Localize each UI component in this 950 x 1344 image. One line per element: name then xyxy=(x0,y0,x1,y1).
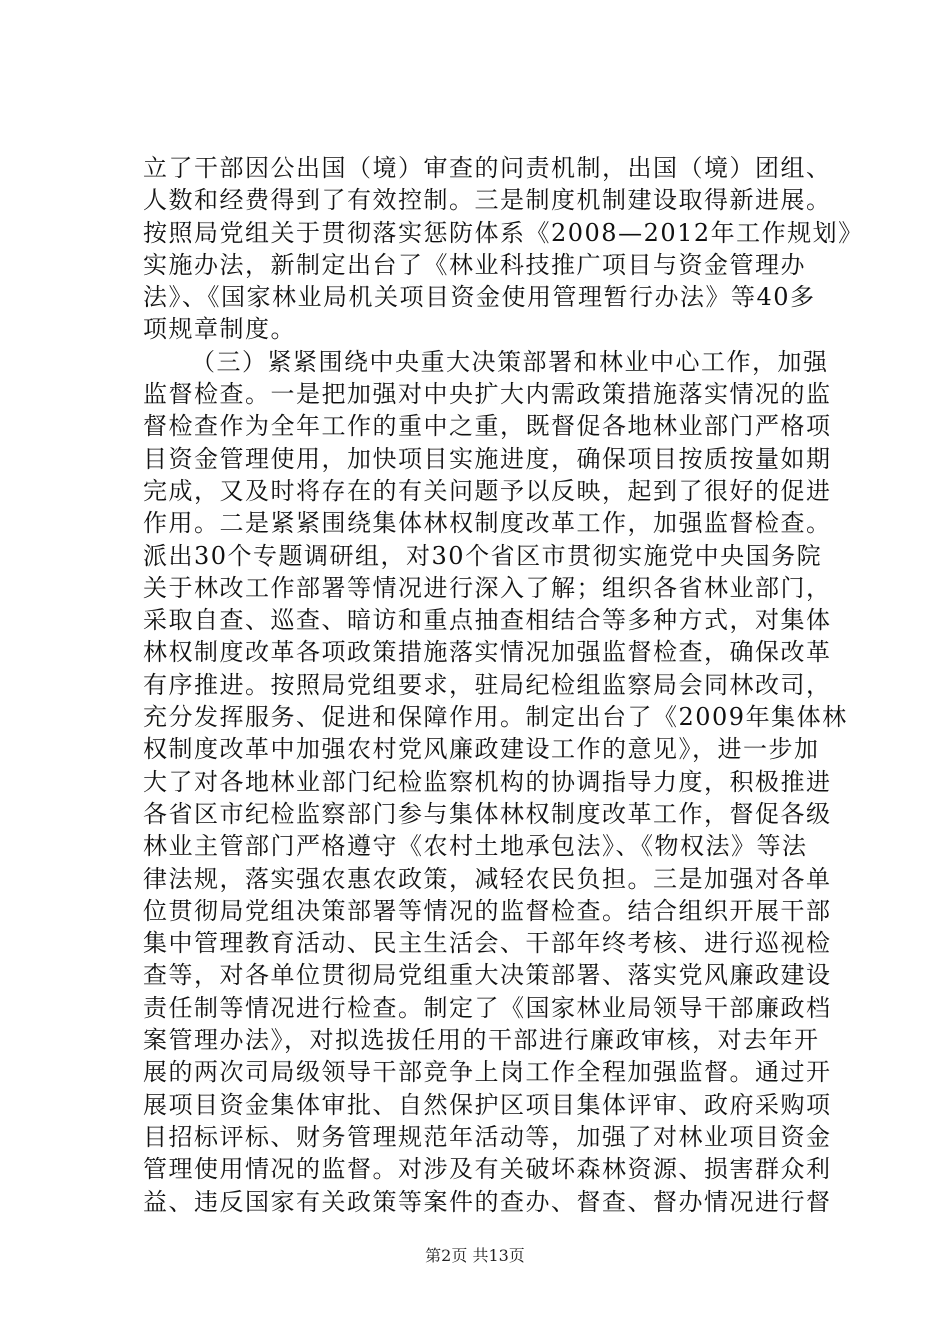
text-line: 林业主管部门严格遵守《农村土地承包法》、《物权法》等法 xyxy=(143,832,808,861)
text-line: 目招标评标、财务管理规范年活动等，加强了对林业项目资金 xyxy=(143,1122,832,1151)
text-line: 责任制等情况进行检查。制定了《国家林业局领导干部廉政档 xyxy=(143,993,832,1022)
text-line: 目资金管理使用，加快项目实施进度，确保项目按质按量如期 xyxy=(143,444,832,473)
text-line: 实施办法，新制定出台了《林业科技推广项目与资金管理办 xyxy=(143,250,806,279)
text-line: 立了干部因公出国（境）审查的问责机制，出国（境）团组、 xyxy=(143,154,832,182)
text-line: 督检查作为全年工作的重中之重，既督促各地林业部门严格项 xyxy=(143,412,832,441)
text-line: 大了对各地林业部门纪检监察机构的协调指导力度，积极推进 xyxy=(143,767,832,796)
section-heading-line: （三）紧紧围绕中央重大决策部署和林业中心工作，加强 xyxy=(191,347,829,376)
text-line: 展项目资金集体审批、自然保护区项目集体评审、政府采购项 xyxy=(143,1090,832,1119)
document-body xyxy=(143,152,864,1218)
text-line: 案管理办法》，对拟选拔任用的干部进行廉政审核，对去年开 xyxy=(143,1026,820,1055)
text-line: 各省区市纪检监察部门参与集体林权制度改革工作，督促各级 xyxy=(143,799,832,828)
text-line: 查等，对各单位贯彻局党组重大决策部署、落实党风廉政建设 xyxy=(143,961,832,990)
text-line: 项规章制度。 xyxy=(143,315,296,344)
text-line: 管理使用情况的监督。对涉及有关破坏森林资源、损害群众利 xyxy=(143,1155,832,1184)
text-line: 派出30个专题调研组，对30个省区市贯彻实施党中央国务院 xyxy=(143,541,823,570)
text-line: 益、违反国家有关政策等案件的查办、督查、督办情况进行督 xyxy=(143,1187,832,1216)
text-line: 监督检查。一是把加强对中央扩大内需政策措施落实情况的监 xyxy=(143,380,832,409)
text-line: 展的两次司局级领导干部竞争上岗工作全程加强监督。通过开 xyxy=(143,1058,832,1087)
text-line: 林权制度改革各项政策措施落实情况加强监督检查，确保改革 xyxy=(143,638,832,667)
page-number-footer: 第2页 共13页 xyxy=(425,1246,525,1265)
text-line: 法》、《国家林业局机关项目资金使用管理暂行办法》等40多 xyxy=(143,283,816,312)
text-line: 位贯彻局党组决策部署等情况的监督检查。结合组织开展干部 xyxy=(143,896,832,925)
text-line: 人数和经费得到了有效控制。三是制度机制建设取得新进展。 xyxy=(143,186,832,215)
text-line: 集中管理教育活动、民主生活会、干部年终考核、进行巡视检 xyxy=(143,929,832,958)
text-line: 权制度改革中加强农村党风廉政建设工作的意见》，进一步加 xyxy=(143,735,820,764)
text-line: 有序推进。按照局党组要求，驻局纪检组监察局会同林改司， xyxy=(143,670,832,699)
text-line: 作用。二是紧紧围绕集体林权制度改革工作，加强监督检查。 xyxy=(143,509,832,538)
text-line: 完成，又及时将存在的有关问题予以反映，起到了很好的促进 xyxy=(143,476,832,505)
text-line: 按照局党组关于贯彻落实惩防体系《2008—2012年工作规划》 xyxy=(143,218,864,247)
text-line: 关于林改工作部署等情况进行深入了解；组织各省林业部门， xyxy=(143,573,832,602)
text-line: 律法规，落实强农惠农政策，减轻农民负担。三是加强对各单 xyxy=(143,864,832,893)
text-line: 采取自查、巡查、暗访和重点抽查相结合等多种方式，对集体 xyxy=(143,606,832,635)
text-line: 充分发挥服务、促进和保障作用。制定出台了《2009年集体林 xyxy=(143,703,848,732)
